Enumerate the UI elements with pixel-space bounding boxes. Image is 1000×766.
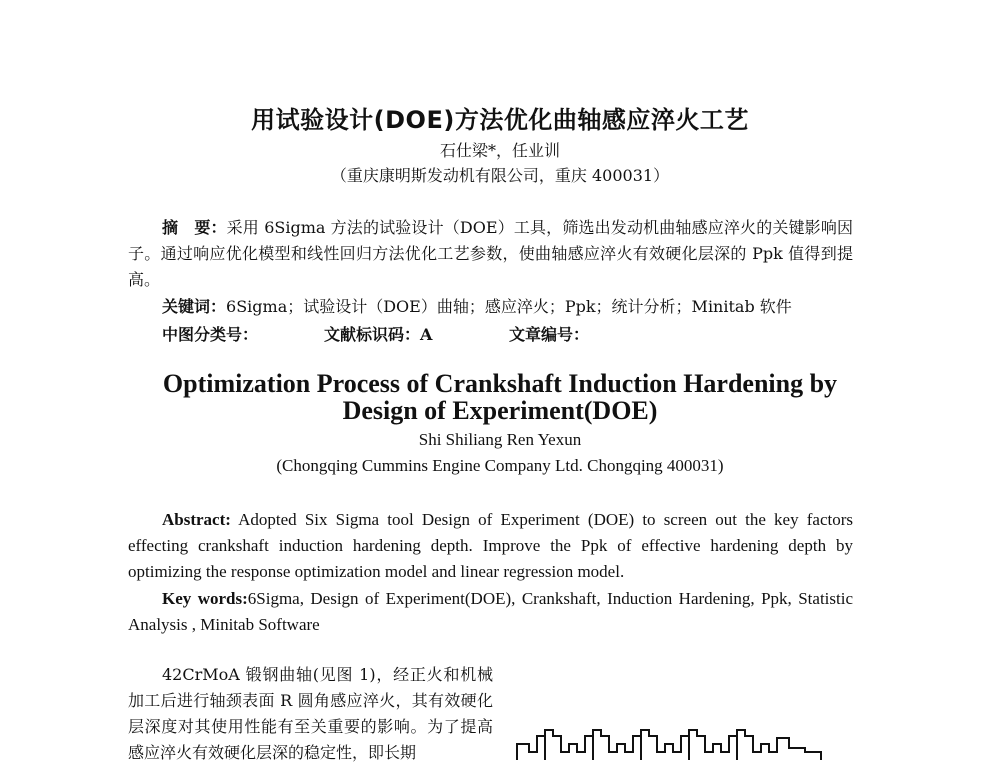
chinese-keywords-label: 关键词： bbox=[162, 297, 227, 316]
chinese-affiliation: （重庆康明斯发动机有限公司，重庆 400031） bbox=[330, 166, 670, 185]
crankshaft-figure bbox=[515, 722, 825, 762]
english-keywords-label: Key words: bbox=[162, 589, 248, 608]
english-abstract-label: Abstract: bbox=[162, 510, 231, 529]
article-number-label: 文章编号： bbox=[509, 325, 590, 344]
class-number-label: 中图分类号： bbox=[162, 325, 259, 344]
chinese-keywords-text: 6Sigma；试验设计（DOE）曲轴；感应淬火；Ppk；统计分析；Minitab 软件 bbox=[226, 297, 792, 316]
chinese-keywords bbox=[128, 294, 887, 320]
english-keywords bbox=[128, 586, 853, 638]
english-title bbox=[0, 370, 1000, 424]
english-abstract-text: Adopted Six Sigma tool Design of Experiment (DOE) to screen out the key factors effecting crankshaft induction hardening depth. Improve the Ppk of effective hardening depth by optimizing the response optimization model and linear regression model. bbox=[128, 510, 853, 581]
chinese-title: 用试验设计(DOE)方法优化曲轴感应淬火工艺 bbox=[251, 106, 749, 134]
chinese-abstract bbox=[128, 215, 853, 293]
chinese-authors: 石仕梁*，任业训 bbox=[439, 141, 560, 160]
english-abstract bbox=[128, 507, 853, 585]
english-title-line-2: Design of Experiment(DOE) bbox=[342, 396, 658, 425]
chinese-abstract-label: 摘 要： bbox=[162, 218, 227, 237]
english-title-line-1: Optimization Process of Crankshaft Induction Hardening by bbox=[162, 369, 838, 398]
body-column bbox=[128, 662, 493, 766]
chinese-abstract-text: 采用 6Sigma 方法的试验设计（DOE）工具，筛选出发动机曲轴感应淬火的关键影响因子。通过响应优化模型和线性回归方法优化工艺参数，使曲轴感应淬火有效硬化层深的 Ppk 值得到提高。 bbox=[128, 218, 853, 289]
english-keywords-text: 6Sigma, Design of Experiment(DOE), Crankshaft, Induction Hardening, Ppk, Statistic Analysis , Minitab Software bbox=[128, 589, 854, 634]
body-paragraph: 42CrMoA 锻钢曲轴(见图 1)，经正火和机械加工后进行轴颈表面 R 圆角感应淬火，其有效硬化层深度对其使用性能有至关重要的影响。为了提高感应淬火有效硬化层深的稳定性，即长期 bbox=[128, 665, 493, 762]
classification-line bbox=[128, 322, 887, 348]
english-authors: Shi Shiliang Ren Yexun bbox=[418, 430, 582, 449]
document-code-label: 文献标识码：A bbox=[324, 325, 433, 344]
english-affiliation: (Chongqing Cummins Engine Company Ltd. Chongqing 400031) bbox=[276, 456, 724, 475]
